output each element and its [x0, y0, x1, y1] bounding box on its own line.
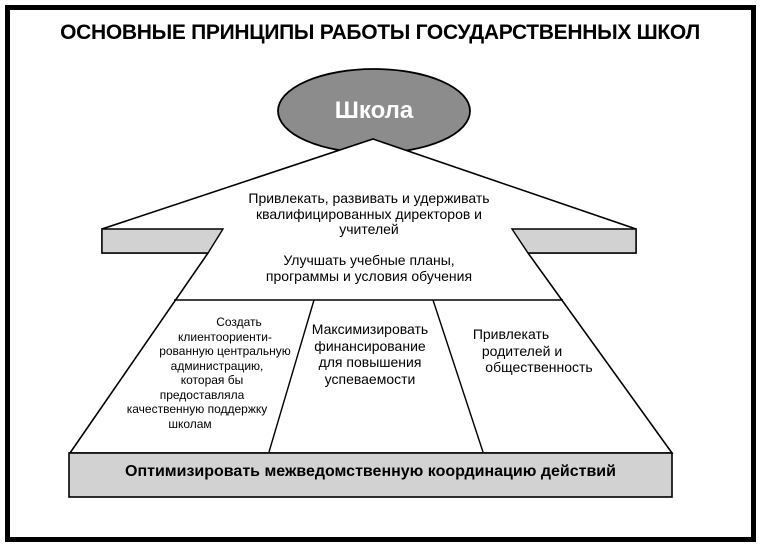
panel-text-line: Максимизировать	[311, 321, 429, 337]
torso-text-block-2	[216, 253, 522, 284]
panel-text-line: Привлекать	[472, 326, 550, 342]
school-head-label: Школа	[334, 97, 414, 124]
panel-text-line: качественную поддержку	[126, 402, 268, 416]
right-arm-shape	[512, 229, 636, 253]
panel-text-line: родителей и	[481, 342, 563, 359]
left-arm-shape	[102, 229, 223, 253]
torso-text-line: учителей	[339, 221, 399, 237]
right-panel-text	[435, 326, 615, 376]
panel-text-line: администрацию,	[170, 358, 264, 373]
left-panel-text	[124, 315, 304, 431]
torso-text-line: квалифицированных директоров и	[255, 205, 483, 222]
base-bar-label: Оптимизировать межведомственную координацию действий	[125, 463, 616, 480]
torso-text-block-1	[216, 191, 522, 238]
panel-text-line: рованную центральную	[159, 344, 291, 358]
torso-text-line: Привлекать, развивать и удерживать	[248, 190, 490, 206]
panel-text-line: для повышения	[318, 354, 422, 370]
torso-text-line: Улучшать учебные планы,	[283, 252, 455, 268]
panel-text-line: которая бы	[180, 373, 244, 387]
panel-text-line: финансирование	[314, 337, 426, 354]
panel-text-line: успеваемости	[324, 370, 416, 387]
panel-text-line: клиентоориенти-	[178, 329, 272, 344]
panel-text-line: школам	[168, 416, 212, 431]
panel-text-line: общественность	[485, 359, 593, 375]
panel-text-line: Создать	[216, 315, 262, 329]
page-title: ОСНОВНЫЕ ПРИНЦИПЫ РАБОТЫ ГОСУДАРСТВЕННЫХ ШКОЛ	[60, 21, 700, 44]
torso-text-line: программы и условия обучения	[265, 267, 473, 284]
panel-text-line: предоставляла	[159, 387, 245, 402]
